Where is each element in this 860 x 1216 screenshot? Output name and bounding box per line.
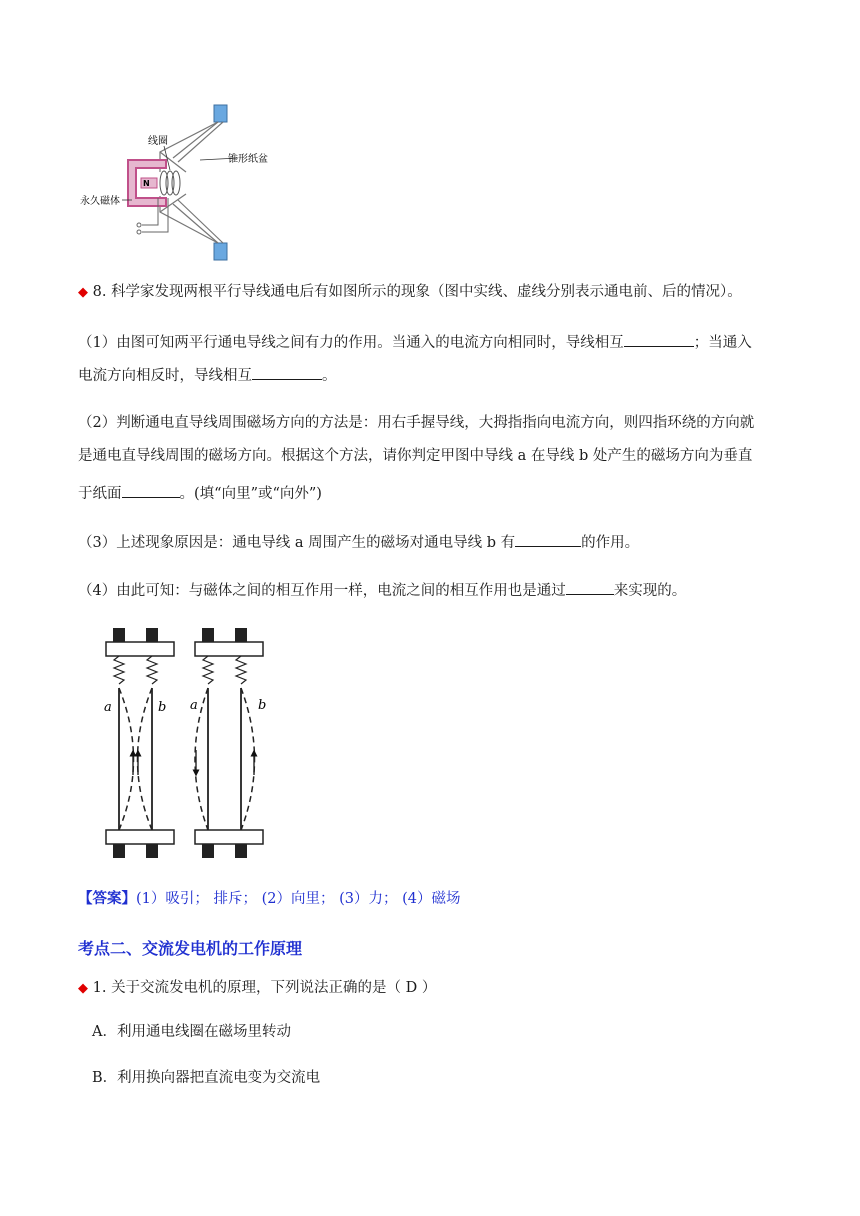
q1-option-a: A．利用通电线圈在磁场里转动	[92, 1024, 291, 1040]
answer-text: (1）吸引； 排斥； (2）向里； (3）力； (4）磁场	[136, 891, 461, 907]
q1-stem-line	[78, 978, 436, 999]
q8-stem: 科学家发现两根平行导线通电后有如图所示的现象（图中实线、虚线分别表示通电前、后的情况）。	[111, 284, 742, 300]
q8-part1-text-b: ；当通入	[693, 335, 752, 351]
q8-part1-text-c: 电流方向相反时，导线相互	[78, 368, 252, 384]
q1-number: 1.	[92, 980, 107, 996]
wire-b-label-right: b	[258, 698, 267, 713]
speaker-figure	[78, 100, 278, 265]
q8-part3-text-a: （3）上述现象原因是：通电导线 a 周围产生的磁场对通电导线 b 有	[78, 535, 516, 551]
cone-lines	[160, 122, 223, 243]
q8-part3-line	[78, 531, 639, 553]
wire-b-label-left: b	[158, 700, 167, 715]
q8-part4-text-a: （4）由此可知：与磁体之间的相互作用一样，电流之间的相互作用也是通过	[78, 583, 566, 599]
right-apparatus	[190, 628, 266, 858]
q8-part1-text-a: （1）由图可知两平行通电导线之间有力的作用。当通入的电流方向相同时，导线相互	[78, 335, 624, 351]
q8-part1-blank2[interactable]	[252, 364, 322, 380]
wire-a-label-right: a	[190, 698, 198, 713]
magnet-label: 永久磁体	[80, 196, 120, 207]
cone-label: 锥形纸盆	[228, 154, 268, 165]
q1-stem: 关于交流发电机的原理，下列说法正确的是（ D ）	[111, 980, 437, 996]
q8-part2-text-c: 于纸面	[78, 486, 122, 502]
q8-part1-blank1[interactable]	[624, 331, 694, 347]
q8-part3-text-b: 的作用。	[581, 535, 640, 551]
q8-part1-line2	[78, 364, 337, 386]
q8-part3-blank[interactable]	[515, 531, 581, 547]
diamond-bullet-icon: ◆	[78, 981, 88, 996]
q8-part2-text-a: （2）判断通电直导线周围磁场方向的方法是：用右手握导线，大拇指指向电流方向，则四指环绕的方向就	[78, 415, 755, 431]
q8-part4-line	[78, 579, 686, 601]
pole-n-label: N	[143, 179, 150, 188]
diamond-bullet-icon: ◆	[78, 285, 88, 300]
q8-stem-line	[78, 282, 742, 303]
parallel-wires-figure	[96, 625, 276, 860]
left-apparatus	[104, 628, 174, 858]
q8-part2-line3	[78, 482, 322, 504]
bottom-terminal	[214, 243, 227, 260]
q8-number: 8.	[92, 284, 107, 300]
top-terminal	[214, 105, 227, 122]
q8-part2-text-d: 。(填“向里”或“向外”)	[179, 486, 322, 502]
q8-part2-line2	[78, 446, 752, 466]
q8-part1-text-d: 。	[322, 368, 337, 384]
q8-part4-blank[interactable]	[566, 579, 614, 595]
q8-part4-text-b: 来实现的。	[613, 583, 687, 599]
wire-a-label-left: a	[104, 700, 112, 715]
q8-part2-blank[interactable]	[122, 482, 180, 498]
section-heading: 考点二、交流发电机的工作原理	[78, 939, 303, 958]
q8-part1-line1	[78, 331, 752, 353]
answer-line	[78, 889, 460, 909]
q8-part2-line1	[78, 413, 754, 433]
q1-option-b: B．利用换向器把直流电变为交流电	[92, 1070, 321, 1086]
answer-tag: 【答案】	[78, 890, 136, 907]
q8-part2-text-b: 是通电直导线周围的磁场方向。根据这个方法，请你判定甲图中导线 a 在导线 b 处产生的磁场方向为垂直	[78, 448, 753, 464]
coil-label: 线圈	[148, 136, 168, 147]
coil	[160, 171, 180, 195]
